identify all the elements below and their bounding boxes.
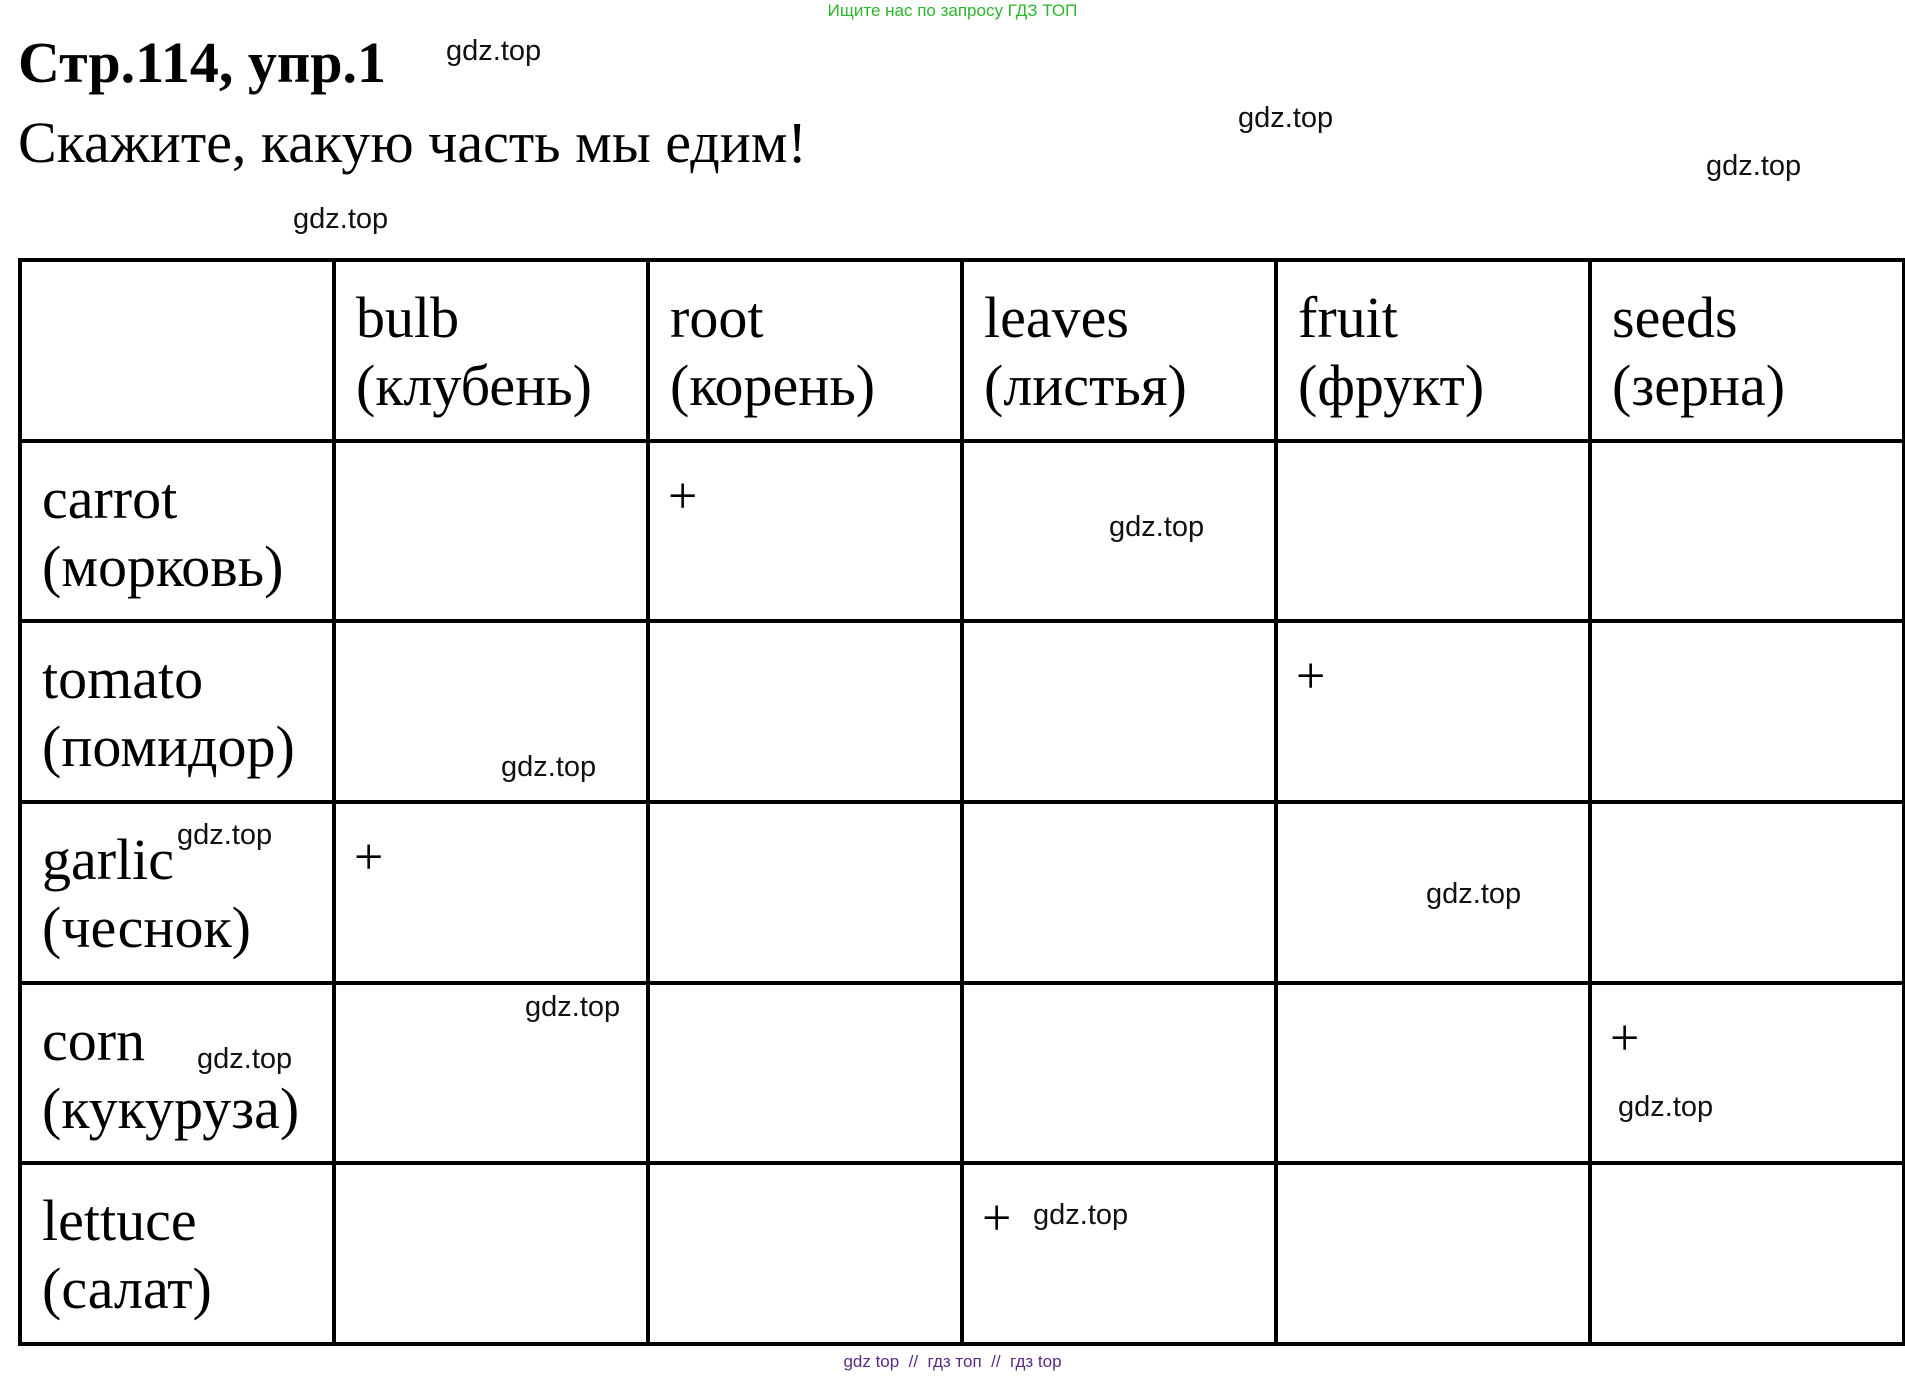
table-row xyxy=(20,621,1904,802)
footer-links: gdz top // гдз топ // гдз top xyxy=(843,1352,1062,1371)
row-name-en: lettuce xyxy=(42,1188,197,1254)
column-name-ru: (зерна) xyxy=(1612,353,1786,418)
answer-table xyxy=(18,258,1905,1346)
mark-cell xyxy=(334,441,648,622)
mark-cell xyxy=(648,802,962,983)
watermark: gdz.top xyxy=(1426,878,1522,910)
mark-cell xyxy=(1276,441,1590,622)
column-name-en: leaves xyxy=(984,285,1129,350)
watermark: gdz.top xyxy=(1238,102,1334,134)
row-name-ru: (морковь) xyxy=(42,533,284,599)
watermark: gdz.top xyxy=(1109,511,1205,543)
watermark: gdz.top xyxy=(525,991,621,1023)
row-header xyxy=(20,441,334,622)
mark-cell xyxy=(962,802,1276,983)
table-row xyxy=(20,1163,1904,1344)
mark-cell: + xyxy=(648,441,962,622)
mark-cell xyxy=(1276,983,1590,1164)
column-header xyxy=(1276,260,1590,441)
column-header xyxy=(334,260,648,441)
row-name-ru: (чеснок) xyxy=(42,894,251,960)
column-name-en: root xyxy=(670,285,764,350)
watermark: gdz.top xyxy=(293,203,389,235)
column-name-en: seeds xyxy=(1612,285,1738,350)
watermark: gdz.top xyxy=(1618,1091,1714,1123)
column-name-ru: (листья) xyxy=(984,353,1187,418)
column-header xyxy=(1590,260,1904,441)
mark-cell xyxy=(648,621,962,802)
mark-cell: + xyxy=(1590,983,1904,1164)
table-row xyxy=(20,802,1904,983)
mark-cell xyxy=(1590,621,1904,802)
mark-cell: + xyxy=(1276,621,1590,802)
watermark: gdz.top xyxy=(1706,150,1802,182)
mark-cell xyxy=(1590,1163,1904,1344)
watermark: gdz.top xyxy=(197,1043,293,1075)
column-header xyxy=(962,260,1276,441)
column-name-en: fruit xyxy=(1298,285,1398,350)
column-header xyxy=(648,260,962,441)
column-name-ru: (корень) xyxy=(670,353,876,418)
mark-cell xyxy=(334,621,648,802)
watermark: gdz.top xyxy=(1033,1199,1129,1231)
row-name-ru: (салат) xyxy=(42,1256,212,1322)
row-name-ru: (кукуруза) xyxy=(42,1075,300,1141)
row-name-en: garlic xyxy=(42,826,175,892)
row-name-en: corn xyxy=(42,1007,146,1073)
row-name-en: tomato xyxy=(42,646,204,712)
mark-cell: + xyxy=(334,802,648,983)
mark-cell: + xyxy=(962,1163,1276,1344)
table-row xyxy=(20,983,1904,1164)
page-subtitle: Скажите, какую часть мы едим! xyxy=(18,110,807,175)
mark-cell xyxy=(334,1163,648,1344)
column-name-ru: (фрукт) xyxy=(1298,353,1485,418)
table-row xyxy=(20,441,1904,622)
mark-cell xyxy=(962,983,1276,1164)
mark-cell xyxy=(1276,1163,1590,1344)
corner-cell xyxy=(20,260,334,441)
mark-cell xyxy=(648,1163,962,1344)
watermark: gdz.top xyxy=(177,819,273,851)
mark-cell xyxy=(1590,802,1904,983)
row-name-ru: (помидор) xyxy=(42,714,295,780)
table-header-row xyxy=(20,260,1904,441)
row-header xyxy=(20,1163,334,1344)
mark-cell xyxy=(962,621,1276,802)
column-name-ru: (клубень) xyxy=(356,353,592,418)
page-title: Стр.114, упр.1 xyxy=(18,30,387,95)
mark-cell xyxy=(1590,441,1904,622)
promo-banner: Ищите нас по запросу ГДЗ ТОП xyxy=(827,1,1078,20)
column-name-en: bulb xyxy=(356,285,460,350)
row-header xyxy=(20,621,334,802)
mark-cell xyxy=(648,983,962,1164)
row-name-en: carrot xyxy=(42,465,178,531)
watermark: gdz.top xyxy=(501,751,597,783)
watermark: gdz.top xyxy=(446,35,542,67)
